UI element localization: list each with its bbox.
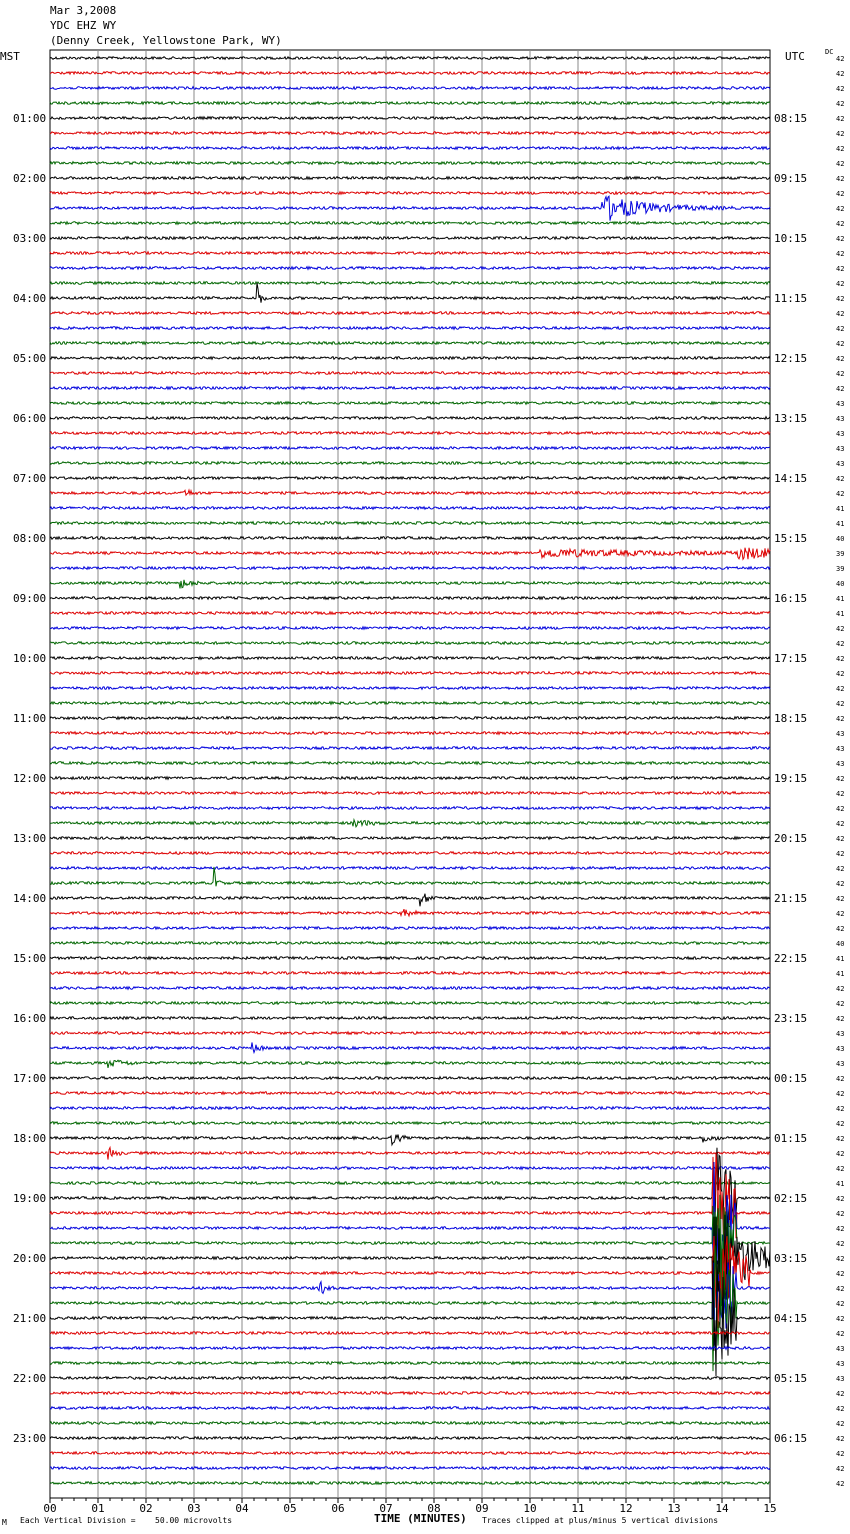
x-tick-label: 10 — [523, 1502, 537, 1515]
dc-offset-value: 42 — [836, 205, 845, 213]
dc-offset-value: 39 — [836, 550, 845, 558]
left-hour-label: 22:00 — [13, 1372, 47, 1385]
trace-line — [50, 1392, 770, 1395]
right-hour-label: 11:15 — [774, 292, 808, 305]
trace-line — [50, 987, 770, 990]
dc-offset-value: 42 — [836, 1000, 845, 1008]
dc-offset-value: 42 — [836, 250, 845, 258]
dc-offset-value: 42 — [836, 1225, 845, 1233]
trace-line — [50, 627, 770, 630]
right-hour-label: 03:15 — [774, 1252, 808, 1265]
trace-line — [50, 477, 770, 480]
dc-offset-value: 42 — [836, 490, 845, 498]
dc-label: DC — [825, 48, 834, 56]
dc-offset-value: 42 — [836, 820, 845, 828]
trace-line — [50, 972, 770, 975]
trace-line — [50, 1482, 770, 1485]
dc-offset-value: 42 — [836, 355, 845, 363]
left-hour-label: 20:00 — [13, 1252, 47, 1265]
x-tick-label: 12 — [619, 1502, 633, 1515]
dc-offset-value: 43 — [836, 400, 845, 408]
trace-line — [50, 852, 770, 855]
dc-offset-value: 42 — [836, 790, 845, 798]
trace-line — [50, 1245, 770, 1371]
left-hour-label: 14:00 — [13, 892, 47, 905]
dc-offset-value: 42 — [836, 475, 845, 483]
left-hour-label: 16:00 — [13, 1012, 47, 1025]
left-hour-label: 11:00 — [13, 712, 47, 725]
trace-line — [50, 522, 770, 525]
left-hour-label: 03:00 — [13, 232, 47, 245]
trace-line — [50, 1042, 770, 1052]
left-hour-label: 21:00 — [13, 1312, 47, 1325]
right-hour-label: 13:15 — [774, 412, 808, 425]
dc-offset-value: 42 — [836, 700, 845, 708]
trace-line — [50, 1107, 770, 1110]
dc-offset-value: 42 — [836, 1270, 845, 1278]
dc-offset-value: 42 — [836, 1435, 845, 1443]
right-timezone-label: UTC — [785, 50, 805, 63]
trace-line — [50, 312, 770, 315]
right-hour-label: 16:15 — [774, 592, 808, 605]
dc-offset-value: 43 — [836, 460, 845, 468]
dc-offset-value: 43 — [836, 1345, 845, 1353]
trace-line — [50, 807, 770, 810]
trace-line — [50, 1182, 770, 1185]
dc-offset-value: 43 — [836, 730, 845, 738]
x-tick-label: 13 — [667, 1502, 681, 1515]
trace-line — [50, 87, 770, 90]
dc-offset-value: 43 — [836, 1045, 845, 1053]
x-tick-label: 04 — [235, 1502, 249, 1515]
dc-offset-value: 42 — [836, 865, 845, 873]
dc-offset-value: 42 — [836, 715, 845, 723]
dc-offset-value: 42 — [836, 85, 845, 93]
right-hour-label: 14:15 — [774, 472, 808, 485]
right-hour-label: 22:15 — [774, 952, 808, 965]
trace-line — [50, 927, 770, 930]
dc-offset-value: 42 — [836, 670, 845, 678]
dc-offset-value: 43 — [836, 430, 845, 438]
trace-line — [50, 567, 770, 570]
trace-line — [50, 1148, 770, 1237]
left-hour-label: 06:00 — [13, 412, 47, 425]
trace-line — [50, 942, 770, 945]
x-tick-label: 00 — [43, 1502, 57, 1515]
dc-offset-value: 41 — [836, 595, 845, 603]
dc-offset-value: 42 — [836, 1465, 845, 1473]
trace-line — [50, 548, 770, 560]
dc-offset-value: 42 — [836, 1210, 845, 1218]
dc-offset-value: 42 — [836, 100, 845, 108]
dc-offset-value: 42 — [836, 1330, 845, 1338]
scale-label: Each Vertical Division = — [20, 1516, 136, 1525]
header-station: YDC EHZ WY — [50, 19, 117, 32]
header-location: (Denny Creek, Yellowstone Park, WY) — [50, 34, 282, 47]
dc-offset-value: 42 — [836, 280, 845, 288]
dc-offset-value: 42 — [836, 625, 845, 633]
right-hour-label: 02:15 — [774, 1192, 808, 1205]
trace-line — [50, 837, 770, 840]
right-hour-label: 08:15 — [774, 112, 808, 125]
x-tick-label: 11 — [571, 1502, 585, 1515]
trace-line — [50, 792, 770, 795]
x-tick-label: 14 — [715, 1502, 729, 1515]
x-axis-title: TIME (MINUTES) — [374, 1512, 467, 1525]
trace-line — [50, 867, 770, 870]
clip-note: Traces clipped at plus/minus 5 vertical divisions — [482, 1516, 719, 1525]
trace-line — [50, 1002, 770, 1005]
right-hour-label: 20:15 — [774, 832, 808, 845]
dc-offset-value: 42 — [836, 265, 845, 273]
trace-line — [50, 1467, 770, 1470]
dc-offset-value: 42 — [836, 1150, 845, 1158]
trace-line — [50, 894, 770, 907]
dc-offset-value: 42 — [836, 805, 845, 813]
trace-line — [50, 1195, 770, 1292]
dc-offset-value: 42 — [836, 1285, 845, 1293]
trace-line — [50, 282, 770, 285]
trace-line — [50, 507, 770, 510]
x-tick-label: 05 — [283, 1502, 297, 1515]
trace-line — [50, 432, 770, 435]
right-hour-label: 00:15 — [774, 1072, 808, 1085]
dc-offset-value: 42 — [836, 1090, 845, 1098]
trace-line — [50, 957, 770, 960]
trace-line — [50, 1162, 770, 1271]
corner-mark: M — [2, 1518, 7, 1527]
dc-offset-value: 42 — [836, 130, 845, 138]
trace-line — [50, 687, 770, 690]
dc-offset-value: 42 — [836, 985, 845, 993]
trace-line — [50, 1261, 770, 1377]
trace-line — [50, 732, 770, 735]
dc-offset-value: 42 — [836, 70, 845, 78]
dc-offset-value: 42 — [836, 385, 845, 393]
dc-offset-value: 42 — [836, 1135, 845, 1143]
trace-line — [50, 447, 770, 450]
trace-line — [50, 717, 770, 720]
dc-offset-value: 43 — [836, 445, 845, 453]
trace-line — [50, 102, 770, 105]
dc-offset-value: 42 — [836, 685, 845, 693]
trace-line — [50, 1060, 770, 1068]
right-hour-label: 10:15 — [774, 232, 808, 245]
trace-line — [50, 1236, 770, 1328]
left-hour-label: 09:00 — [13, 592, 47, 605]
trace-line — [50, 747, 770, 750]
x-tick-label: 03 — [187, 1502, 201, 1515]
trace-line — [50, 762, 770, 765]
trace-line — [50, 222, 770, 225]
trace-line — [50, 147, 770, 150]
right-hour-label: 18:15 — [774, 712, 808, 725]
dc-offset-value: 43 — [836, 1030, 845, 1038]
dc-offset-value: 42 — [836, 850, 845, 858]
trace-line — [50, 1092, 770, 1095]
dc-offset-value: 40 — [836, 535, 845, 543]
right-hour-label: 23:15 — [774, 1012, 808, 1025]
trace-line — [50, 672, 770, 675]
trace-line — [50, 657, 770, 660]
dc-offset-value: 42 — [836, 1405, 845, 1413]
right-hour-label: 09:15 — [774, 172, 808, 185]
trace-line — [50, 1017, 770, 1020]
left-hour-label: 13:00 — [13, 832, 47, 845]
trace-line — [50, 612, 770, 615]
trace-line — [50, 132, 770, 135]
trace-line — [50, 283, 770, 303]
x-tick-label: 01 — [91, 1502, 105, 1515]
right-hour-label: 01:15 — [774, 1132, 808, 1145]
dc-offset-value: 42 — [836, 1300, 845, 1308]
dc-offset-value: 42 — [836, 310, 845, 318]
trace-line — [50, 117, 770, 120]
dc-offset-value: 42 — [836, 325, 845, 333]
trace-line — [50, 1332, 770, 1335]
left-hour-label: 05:00 — [13, 352, 47, 365]
trace-line — [50, 490, 770, 495]
trace-line — [50, 597, 770, 600]
dc-offset-value: 43 — [836, 415, 845, 423]
left-hour-label: 19:00 — [13, 1192, 47, 1205]
dc-offset-value: 42 — [836, 115, 845, 123]
dc-offset-value: 42 — [836, 1255, 845, 1263]
dc-offset-value: 42 — [836, 880, 845, 888]
left-hour-label: 10:00 — [13, 652, 47, 665]
trace-line — [50, 342, 770, 345]
trace-line — [50, 327, 770, 330]
dc-offset-value: 41 — [836, 610, 845, 618]
dc-offset-value: 41 — [836, 955, 845, 963]
dc-offset-value: 42 — [836, 1315, 845, 1323]
trace-line — [50, 196, 770, 220]
trace-line — [50, 1167, 770, 1170]
dc-offset-value: 40 — [836, 940, 845, 948]
trace-line — [50, 402, 770, 405]
left-hour-label: 02:00 — [13, 172, 47, 185]
x-tick-label: 08 — [427, 1502, 441, 1515]
trace-line — [50, 537, 770, 540]
dc-offset-value: 42 — [836, 55, 845, 63]
right-hour-label: 05:15 — [774, 1372, 808, 1385]
trace-line — [50, 372, 770, 375]
left-hour-label: 07:00 — [13, 472, 47, 485]
trace-line — [50, 1407, 770, 1410]
trace-line — [50, 702, 770, 705]
trace-line — [50, 1422, 770, 1425]
right-hour-label: 21:15 — [774, 892, 808, 905]
dc-offset-value: 39 — [836, 565, 845, 573]
x-tick-label: 06 — [331, 1502, 345, 1515]
dc-offset-value: 43 — [836, 1375, 845, 1383]
trace-line — [50, 1077, 770, 1080]
dc-offset-value: 43 — [836, 745, 845, 753]
x-tick-label: 15 — [763, 1502, 777, 1515]
dc-offset-value: 42 — [836, 1450, 845, 1458]
dc-offset-value: 42 — [836, 295, 845, 303]
trace-line — [50, 267, 770, 270]
x-tick-label: 02 — [139, 1502, 153, 1515]
left-hour-label: 12:00 — [13, 772, 47, 785]
dc-offset-value: 42 — [836, 655, 845, 663]
trace-line — [50, 1452, 770, 1455]
dc-offset-value: 42 — [836, 1240, 845, 1248]
dc-offset-value: 42 — [836, 925, 845, 933]
trace-line — [50, 580, 770, 589]
trace-line — [50, 1135, 770, 1145]
dc-offset-value: 41 — [836, 1180, 845, 1188]
dc-offset-value: 42 — [836, 835, 845, 843]
trace-line — [50, 387, 770, 390]
dc-offset-value: 41 — [836, 520, 845, 528]
trace-line — [50, 72, 770, 75]
header-date: Mar 3,2008 — [50, 4, 117, 17]
trace-line — [50, 417, 770, 420]
trace-line — [50, 1347, 770, 1350]
trace-line — [50, 867, 770, 886]
right-hour-label: 15:15 — [774, 532, 808, 545]
trace-line — [50, 177, 770, 180]
dc-offset-value: 42 — [836, 235, 845, 243]
right-hour-label: 04:15 — [774, 1312, 808, 1325]
dc-offset-value: 42 — [836, 1120, 845, 1128]
trace-line — [50, 642, 770, 645]
left-hour-label: 04:00 — [13, 292, 47, 305]
x-tick-label: 09 — [475, 1502, 489, 1515]
right-hour-label: 19:15 — [774, 772, 808, 785]
trace-line — [50, 1362, 770, 1365]
trace-line — [50, 1148, 770, 1160]
dc-offset-value: 42 — [836, 1195, 845, 1203]
dc-offset-value: 42 — [836, 340, 845, 348]
dc-offset-value: 42 — [836, 775, 845, 783]
dc-offset-value: 42 — [836, 1015, 845, 1023]
trace-line — [50, 57, 770, 60]
dc-offset-value: 42 — [836, 1390, 845, 1398]
left-hour-label: 23:00 — [13, 1432, 47, 1445]
right-hour-label: 06:15 — [774, 1432, 808, 1445]
trace-line — [50, 1122, 770, 1125]
left-timezone-label: MST — [0, 50, 20, 63]
left-hour-label: 08:00 — [13, 532, 47, 545]
dc-offset-value: 42 — [836, 175, 845, 183]
dc-offset-value: 42 — [836, 220, 845, 228]
dc-offset-value: 42 — [836, 160, 845, 168]
dc-offset-value: 42 — [836, 1420, 845, 1428]
trace-line — [50, 357, 770, 360]
trace-line — [50, 192, 770, 195]
dc-offset-value: 42 — [836, 190, 845, 198]
dc-offset-value: 42 — [836, 910, 845, 918]
right-hour-label: 17:15 — [774, 652, 808, 665]
dc-offset-value: 40 — [836, 580, 845, 588]
trace-line — [50, 252, 770, 255]
trace-line — [50, 237, 770, 240]
dc-offset-value: 43 — [836, 1060, 845, 1068]
dc-offset-value: 42 — [836, 145, 845, 153]
dc-offset-value: 42 — [836, 1075, 845, 1083]
left-hour-label: 01:00 — [13, 112, 47, 125]
x-tick-label: 07 — [379, 1502, 393, 1515]
dc-offset-value: 41 — [836, 970, 845, 978]
trace-line — [50, 462, 770, 465]
trace-line — [50, 909, 770, 916]
trace-line — [50, 820, 770, 827]
left-hour-label: 15:00 — [13, 952, 47, 965]
dc-offset-value: 42 — [836, 370, 845, 378]
trace-line — [50, 1032, 770, 1035]
dc-offset-value: 42 — [836, 895, 845, 903]
scale-value: 50.00 microvolts — [155, 1516, 233, 1525]
trace-line — [50, 162, 770, 165]
dc-offset-value: 42 — [836, 1480, 845, 1488]
left-hour-label: 17:00 — [13, 1072, 47, 1085]
dc-offset-value: 43 — [836, 1360, 845, 1368]
dc-offset-value: 42 — [836, 640, 845, 648]
dc-offset-value: 41 — [836, 505, 845, 513]
right-hour-label: 12:15 — [774, 352, 808, 365]
trace-line — [50, 777, 770, 780]
dc-offset-value: 42 — [836, 1105, 845, 1113]
trace-line — [50, 1437, 770, 1440]
left-hour-label: 18:00 — [13, 1132, 47, 1145]
dc-offset-value: 43 — [836, 760, 845, 768]
dc-offset-value: 42 — [836, 1165, 845, 1173]
trace-line — [50, 1377, 770, 1380]
